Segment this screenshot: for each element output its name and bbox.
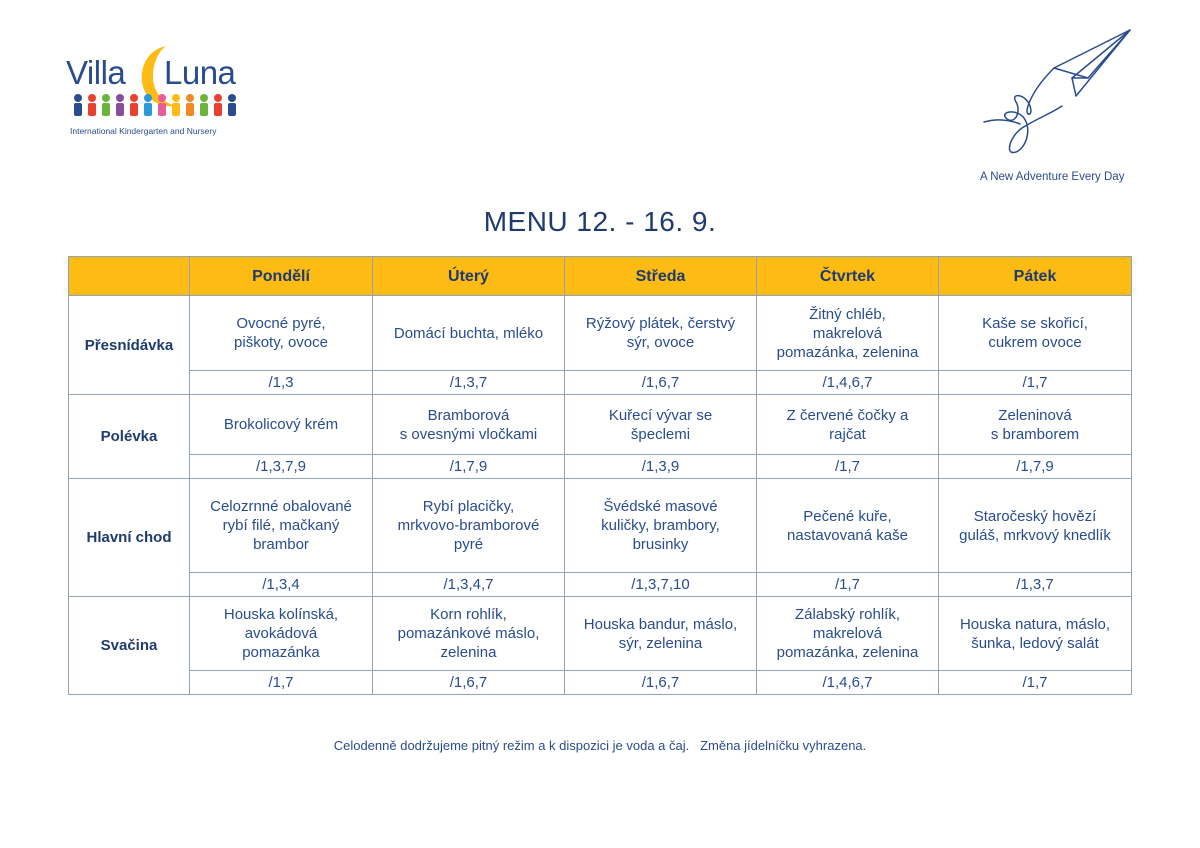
dish-cell <box>190 395 373 455</box>
dish-text: Kuřecí vývar se špeclemi <box>608 406 713 443</box>
dish-cell <box>373 395 565 455</box>
dish-text: Houska bandur, máslo, sýr, zelenina <box>583 615 738 652</box>
dish-cell <box>373 597 565 671</box>
allergen-cell: /1,3,7 <box>373 371 565 395</box>
villa-luna-logo <box>66 42 246 142</box>
meal-label: Svačina <box>69 597 190 695</box>
dish-cell <box>939 395 1132 455</box>
dish-text: Pečené kuře, nastavovaná kaše <box>787 507 908 544</box>
allergen-cell: /1,7,9 <box>373 455 565 479</box>
tagline: A New Adventure Every Day <box>980 171 1125 183</box>
meal-label: Polévka <box>69 395 190 479</box>
dish-cell <box>565 479 757 573</box>
dish-cell <box>939 479 1132 573</box>
dish-row <box>69 597 1132 671</box>
allergen-cell: /1,6,7 <box>565 371 757 395</box>
allergen-cell: /1,3,4,7 <box>373 573 565 597</box>
allergen-row <box>69 455 1132 479</box>
allergen-cell: /1,4,6,7 <box>757 671 939 695</box>
allergen-cell: /1,7 <box>939 371 1132 395</box>
allergen-cell: /1,7 <box>757 455 939 479</box>
day-header: Středa <box>565 257 757 296</box>
dish-text: Bramborová s ovesnými vločkami <box>399 406 538 443</box>
meal-label: Přesnídávka <box>69 296 190 395</box>
dish-cell <box>373 479 565 573</box>
dish-text: Kaše se skořicí, cukrem ovoce <box>982 315 1088 351</box>
allergen-cell: /1,7 <box>190 671 373 695</box>
dish-text: Houska natura, máslo, šunka, ledový salát <box>959 615 1111 652</box>
day-header: Úterý <box>373 257 565 296</box>
day-header: Čtvrtek <box>757 257 939 296</box>
dish-text: Staročeský hovězí guláš, mrkvový knedlík <box>959 507 1111 544</box>
dish-row <box>69 479 1132 573</box>
allergen-cell: /1,6,7 <box>373 671 565 695</box>
allergen-row <box>69 671 1132 695</box>
allergen-cell: /1,7,9 <box>939 455 1132 479</box>
meal-label: Hlavní chod <box>69 479 190 597</box>
dish-text: Ovocné pyré, piškoty, ovoce <box>234 315 328 351</box>
dish-text: Švédské masové kuličky, brambory, brusinky <box>601 498 720 553</box>
paper-plane-icon <box>980 26 1140 166</box>
dish-cell <box>757 395 939 455</box>
allergen-cell: /1,3,7 <box>939 573 1132 597</box>
dish-cell <box>190 296 373 371</box>
dish-cell <box>190 597 373 671</box>
logo-word-villa: Villa <box>66 54 126 91</box>
logo-subtitle: International Kindergarten and Nursery <box>70 126 217 136</box>
dish-text: Rybí placičky, mrkvovo-bramborové pyré <box>397 498 540 553</box>
allergen-cell: /1,3,7,10 <box>565 573 757 597</box>
dish-text: Korn rohlík, pomazánkové máslo, zelenina <box>397 606 540 661</box>
dish-cell <box>757 597 939 671</box>
header-row <box>69 257 1132 296</box>
allergen-cell: /1,7 <box>939 671 1132 695</box>
allergen-row <box>69 573 1132 597</box>
dish-cell <box>757 296 939 371</box>
footer-note: Celodenně dodržujeme pitný režim a k dispozici je voda a čaj. Změna jídelníčku vyhrazena. <box>333 738 867 753</box>
dish-cell <box>939 597 1132 671</box>
allergen-cell: /1,6,7 <box>565 671 757 695</box>
day-header: Pátek <box>939 257 1132 296</box>
dish-text: Žitný chléb, makrelová pomazánka, zelenina <box>776 305 919 361</box>
dish-text: Zálabský rohlík, makrelová pomazánka, zelenina <box>776 606 919 661</box>
dish-text: Houska kolínská, avokádová pomazánka <box>223 606 339 661</box>
allergen-cell: /1,3 <box>190 371 373 395</box>
allergen-row <box>69 371 1132 395</box>
dish-cell <box>565 597 757 671</box>
dish-text: Brokolicový krém <box>223 416 339 433</box>
dish-text: Rýžový plátek, čerstvý sýr, ovoce <box>585 315 736 351</box>
page-title: MENU 12. - 16. 9. <box>483 206 717 237</box>
dish-cell <box>565 395 757 455</box>
dish-text: Celozrnné obalované rybí filé, mačkaný brambor <box>210 498 352 553</box>
dish-text: Z červené čočky a rajčat <box>786 406 909 443</box>
dish-row <box>69 395 1132 455</box>
header-corner <box>69 257 190 296</box>
dish-row <box>69 296 1132 371</box>
allergen-cell: /1,3,9 <box>565 455 757 479</box>
logo-word-luna: Luna <box>164 54 236 91</box>
dish-cell <box>565 296 757 371</box>
dish-text: Zeleninová s bramborem <box>990 406 1080 443</box>
dish-cell <box>373 296 565 371</box>
day-header: Pondělí <box>190 257 373 296</box>
dish-cell <box>939 296 1132 371</box>
allergen-cell: /1,3,4 <box>190 573 373 597</box>
allergen-cell: /1,7 <box>757 573 939 597</box>
dish-cell <box>190 479 373 573</box>
allergen-cell: /1,3,7,9 <box>190 455 373 479</box>
allergen-cell: /1,4,6,7 <box>757 371 939 395</box>
children-figures-icon <box>72 92 240 118</box>
dish-cell <box>757 479 939 573</box>
dish-text: Domácí buchta, mléko <box>393 324 544 342</box>
menu-table <box>68 256 1132 695</box>
